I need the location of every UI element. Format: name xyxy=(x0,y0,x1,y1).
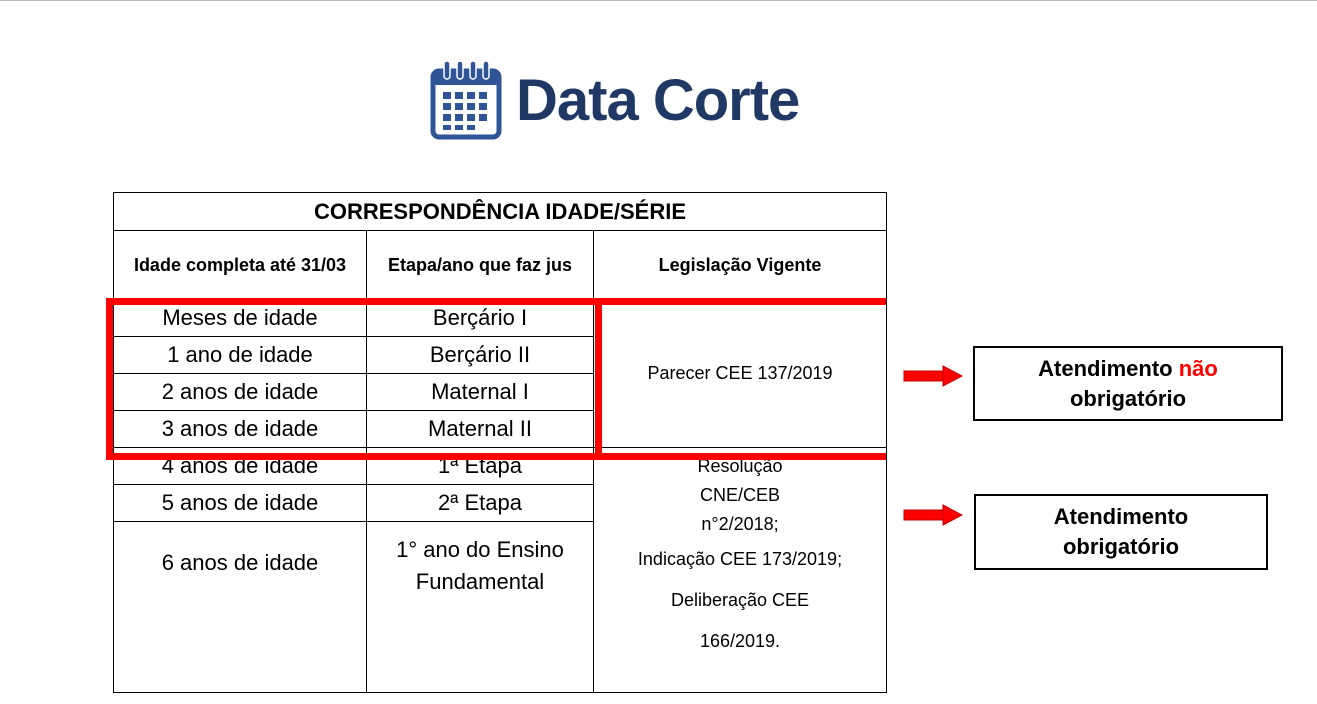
column-header-stage: Etapa/ano que faz jus xyxy=(367,231,594,300)
non-mandatory-highlight-box xyxy=(106,298,602,460)
page-title: Data Corte xyxy=(516,67,800,133)
arrow-right-icon xyxy=(903,504,963,526)
column-header-age: Idade completa até 31/03 xyxy=(114,231,367,300)
table-cell-age: 6 anos de idade xyxy=(114,522,367,693)
title-block xyxy=(430,58,799,142)
legislation-line: CNE/CEB xyxy=(699,485,780,505)
legislation-cell-1: Parecer CEE 137/2019 xyxy=(594,300,887,448)
table-cell-stage: Berçário II xyxy=(367,337,594,374)
legislation-line: 166/2019. xyxy=(699,631,781,651)
non-mandatory-highlight-extension xyxy=(588,298,886,460)
table-cell-stage: 2ª Etapa xyxy=(367,485,594,522)
table-cell-age: 4 anos de idade xyxy=(114,448,367,485)
table-cell-age: 2 anos de idade xyxy=(114,374,367,411)
table-header: CORRESPONDÊNCIA IDADE/SÉRIE xyxy=(114,193,887,231)
legislation-line: n°2/2018; xyxy=(701,514,779,534)
callout-text: obrigatório xyxy=(1062,534,1180,559)
legislation-cell-2 xyxy=(594,448,887,693)
callout-non-mandatory xyxy=(973,346,1283,421)
legislation-line: Indicação CEE 173/2019; xyxy=(637,549,843,569)
callout-mandatory xyxy=(974,494,1268,570)
callout-text: Atendimento xyxy=(1038,355,1179,381)
legislation-line: Deliberação CEE xyxy=(670,590,810,610)
table-cell-age: 1 ano de idade xyxy=(114,337,367,374)
table-cell-age: 3 anos de idade xyxy=(114,411,367,448)
table-cell-stage: Berçário I xyxy=(367,300,594,337)
table-cell-stage: Maternal I xyxy=(367,374,594,411)
column-header-legislation: Legislação Vigente xyxy=(594,231,887,300)
calendar-icon xyxy=(430,59,502,141)
legislation-line: Resolução xyxy=(697,456,783,476)
table-cell-age: 5 anos de idade xyxy=(114,485,367,522)
callout-text: obrigatório xyxy=(1069,385,1187,411)
table-cell-stage: Maternal II xyxy=(367,411,594,448)
arrow-right-icon xyxy=(903,365,963,387)
callout-text: Atendimento xyxy=(1053,504,1189,529)
table-cell-stage: 1° ano do Ensino Fundamental xyxy=(367,522,594,693)
table-cell-stage: 1ª Etapa xyxy=(367,448,594,485)
callout-highlight: não xyxy=(1178,355,1218,381)
table-cell-age: Meses de idade xyxy=(114,300,367,337)
top-divider xyxy=(0,0,1317,1)
